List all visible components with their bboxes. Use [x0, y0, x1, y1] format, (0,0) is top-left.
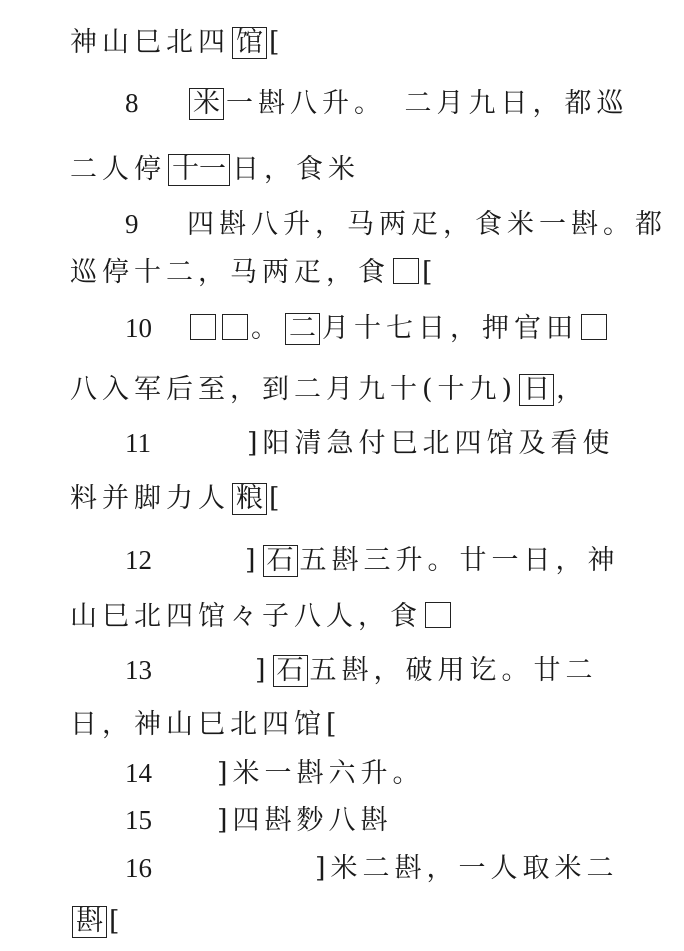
- line-15: [125, 803, 393, 837]
- line-text: 巡停十二，马两疋，食: [70, 257, 390, 288]
- line-number: 13: [125, 655, 152, 685]
- line-text: 料并脚力人: [70, 483, 230, 514]
- line-14: [125, 756, 425, 790]
- missing-char-square: [222, 314, 248, 340]
- line-text: 神山巳北四: [70, 27, 230, 58]
- missing-char-square: [425, 602, 451, 628]
- line-text: 月十七日，押官田: [322, 313, 578, 344]
- line-1: [70, 26, 285, 60]
- line-text: ]: [255, 655, 271, 686]
- line-number: 10: [125, 313, 152, 343]
- line-number: 12: [125, 545, 152, 575]
- line-number: 14: [125, 758, 152, 788]
- reconstructed-char-box: 斟: [72, 906, 107, 938]
- line-8: [125, 86, 629, 120]
- line-10-cont: [70, 373, 588, 407]
- reconstructed-char-box: 馆: [232, 27, 267, 59]
- line-text: 山巳北四馆々子八人，食: [70, 601, 422, 632]
- reconstructed-char-box: 米: [189, 88, 224, 120]
- line-text: ]四斟麨八斟: [217, 805, 393, 836]
- line-text: 二人停: [70, 154, 166, 185]
- line-9: [125, 207, 667, 241]
- line-8-cont: [70, 153, 360, 187]
- missing-char-square: [581, 314, 607, 340]
- line-12-cont: [70, 600, 454, 634]
- reconstructed-char-box: 粮: [232, 483, 267, 515]
- lacuna-bracket: [: [269, 27, 285, 58]
- line-number: 8: [125, 88, 139, 118]
- lacuna-bracket: [: [422, 257, 438, 288]
- line-text: 。: [251, 313, 283, 344]
- line-10: [125, 311, 610, 345]
- lacuna-bracket: [: [109, 906, 125, 937]
- line-text: 日，食米: [232, 154, 360, 185]
- reconstructed-char-box: 石: [263, 545, 298, 577]
- line-text: 五斟，破用讫。廿二: [309, 655, 598, 686]
- line-9-cont: [70, 256, 438, 290]
- line-11-cont: [70, 482, 285, 516]
- line-16: [125, 851, 619, 885]
- lacuna-bracket: [: [269, 483, 285, 514]
- reconstructed-char-box: 石: [273, 655, 308, 687]
- line-12: [125, 543, 620, 577]
- line-text: ]米一斟六升。: [217, 758, 425, 789]
- line-13-cont: [70, 708, 342, 742]
- line-text: ]阳清急付巳北四馆及看使: [247, 428, 615, 459]
- line-number: 16: [125, 853, 152, 883]
- missing-char-square: [190, 314, 216, 340]
- missing-char-square: [393, 258, 419, 284]
- line-text: 五斟三升。廿一日，神: [299, 545, 620, 576]
- line-13: [125, 653, 598, 687]
- reconstructed-char-box: 十一: [168, 154, 230, 186]
- reconstructed-char-box: 日: [519, 374, 554, 406]
- line-number: 15: [125, 805, 152, 835]
- line-text: ]: [245, 545, 261, 576]
- line-16-cont: [70, 905, 125, 939]
- line-text: ]米二斟，一人取米二: [315, 853, 619, 884]
- line-number: 9: [125, 209, 139, 239]
- line-11: [125, 426, 615, 460]
- reconstructed-char-box: 二: [285, 313, 320, 345]
- line-text: ，: [556, 374, 589, 405]
- line-text: 一斟八升。 二月九日，都巡: [226, 88, 629, 119]
- line-number: 11: [125, 428, 151, 458]
- line-text: 八入军后至，到二月九十(十九): [70, 374, 518, 405]
- line-text: 四斟八升，马两疋，食米一斟。都: [187, 209, 667, 240]
- line-text: 日，神山巳北四馆[: [70, 709, 342, 740]
